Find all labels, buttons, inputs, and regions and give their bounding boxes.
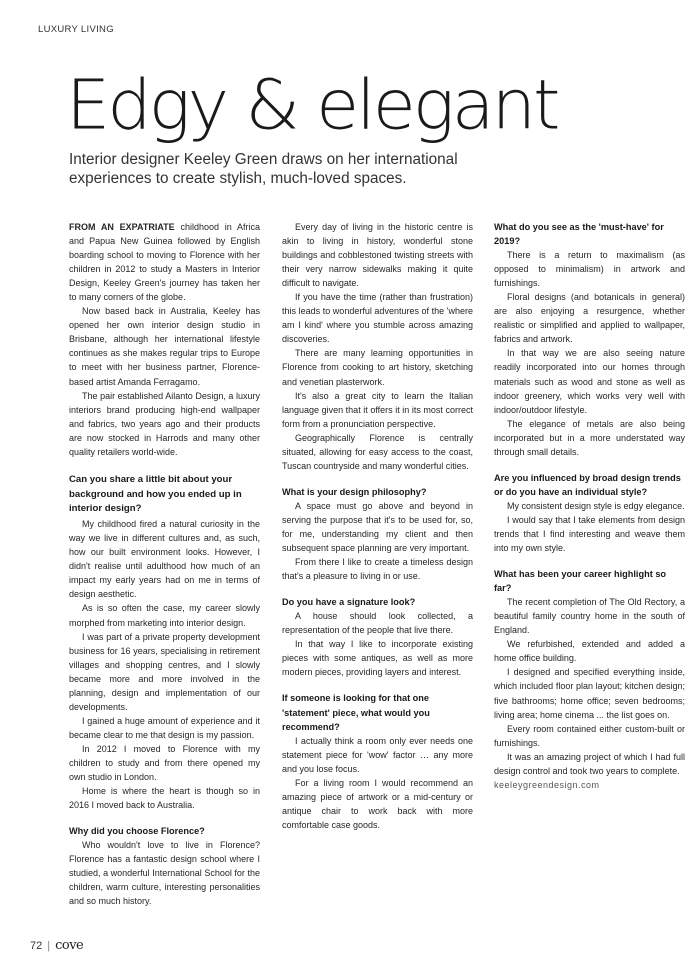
body-paragraph: I gained a huge amount of experience and it became clear to me that design is my passion.: [69, 715, 260, 740]
lead-in: FROM AN EXPATRIATE: [69, 222, 175, 232]
body-paragraph: In that way I like to incorporate existing pieces with some antiques, as well as more modern pieces, providing layers and interest.: [282, 639, 473, 678]
interview-question: If someone is looking for that one 'statement' piece, what would you recommend?: [282, 693, 430, 732]
interview-question: What is your design philosophy?: [282, 486, 427, 497]
body-paragraph: Every room contained either custom-built or furnishings.: [494, 723, 685, 748]
body-paragraph: It's also a great city to learn the Italian language given that it offers it in its most correct form from a pronunciation perspective.: [282, 390, 473, 429]
interview-question: Do you have a signature look?: [282, 597, 416, 608]
article-standfirst: Interior designer Keeley Green draws on her international experiences to create stylish, much-loved spaces.: [69, 151, 458, 187]
body-paragraph: Geographically Florence is centrally situated, allowing for easy access to the coast, Tuscan countryside and many wonderful cities.: [282, 432, 473, 471]
body-paragraph: As is so often the case, my career slowly morphed from marketing into interior design.: [69, 603, 260, 628]
article-column-2: [282, 220, 473, 832]
body-paragraph: In 2012 I moved to Florence with my children to study and from there opened my own studio in London.: [69, 743, 260, 783]
body-paragraph: My childhood fired a natural curiosity in the way we live in different cultures and, as such, how our built environment looks. However, I didn't realise until adulthood how much of an impact my early years had on me in terms of design aesthetic.: [69, 519, 260, 600]
interview-question: Why did you choose Florence?: [69, 826, 205, 837]
body-paragraph: I designed and specified everything inside, which included floor plan layout; kitchen design; five bathrooms; home office; seven bedrooms; living area; home cinema ... the list goes on.: [494, 667, 685, 720]
body-paragraph: It was an amazing project of which I had full design control and took two years to complete.: [494, 751, 685, 776]
article-column-3: [494, 220, 685, 792]
interview-question: Can you share a little bit about your background and how you ended up in interior design?: [69, 473, 242, 515]
body-paragraph: My consistent design style is edgy elegance.: [507, 500, 685, 511]
body-paragraph: Now based back in Australia, Keeley has opened her own interior design studio in Brisbane, although her international lifestyle continues as she makes regular trips to Europe to meet with her business partner, Florence-based artist Amanda Ferragamo.: [69, 306, 260, 387]
body-paragraph: I would say that I take elements from design trends that I find interesting and weave them into my own style.: [494, 514, 685, 554]
interview-question: What do you see as the 'must-have' for 2019?: [494, 222, 664, 247]
footer-separator: |: [47, 940, 51, 952]
body-paragraph: There is a return to maximalism (as opposed to minimalism) in artwork and furnishings.: [494, 250, 685, 289]
body-paragraph: The pair established Ailanto Design, a luxury interiors brand producing high-end wallpaper and fabrics, two years ago and their products are now stocked in Harrods and many other quality retailers world-wide.: [69, 390, 260, 457]
body-paragraph: The recent completion of The Old Rectory, a beautiful family country home in the south of England.: [494, 597, 685, 636]
article-title: Edgy & elegant: [66, 64, 558, 146]
body-paragraph: A house should look collected, a representation of the people that live there.: [282, 611, 473, 636]
body-paragraph: There are many learning opportunities in Florence from cooking to art history, sketching and venetian plasterwork.: [282, 348, 473, 387]
magazine-brand: cove: [55, 938, 84, 953]
website-link[interactable]: keeleygreendesign.com: [494, 779, 600, 790]
body-paragraph: Every day of living in the historic centre is akin to living in history, wonderful stone buildings and cobblestoned twisting streets with their very narrow sidewalks making it quite difficult to navigate.: [282, 222, 473, 289]
body-paragraph: I was part of a private property development business for 16 years, specialising in retirement villages and shopping centres, and I slowly became more and more involved in the planning, design and implementation of our developments.: [69, 631, 260, 712]
body-paragraph: Floral designs (and botanicals in general) are also enjoying a resurgence, whether realistic or simplified and applied to wallpaper, fabrics and artwork.: [494, 292, 685, 345]
body-paragraph: We refurbished, extended and added a home office building.: [494, 639, 685, 664]
body-paragraph: I actually think a room only ever needs one statement piece for 'wow' factor … any more and you lose focus.: [282, 735, 473, 774]
body-paragraph: The elegance of metals are also being incorporated but in a more understated way through small details.: [494, 418, 685, 457]
body-paragraph: Home is where the heart is though so in 2016 I moved back to Australia.: [69, 786, 260, 811]
interview-question: Are you influenced by broad design trends or do you have an individual style?: [494, 472, 681, 497]
body-paragraph: [69, 220, 260, 304]
body-text: childhood in Africa and Papua New Guinea followed by English boarding school to moving to Florence with her children in 2012 to study a Masters in Interior Design, Keeley Green's journey has taken her to many corners of the globe.: [69, 222, 260, 303]
body-paragraph: Who wouldn't love to live in Florence? Florence has a fantastic design school where I studied, a wonderful International School for the children, warm culture, interesting personalities and so much history.: [69, 840, 260, 907]
body-paragraph: If you have the time (rather than frustration) this leads to wonderful adventures of the 'where am I kind' where you stumble across amazing discoveries.: [282, 292, 473, 345]
article-column-1: [69, 220, 260, 908]
body-paragraph: For a living room I would recommend an amazing piece of artwork or a mid-century or antique chair to work back with more comfortable case goods.: [282, 777, 473, 830]
page-number: 72: [30, 940, 43, 952]
page-footer: [30, 938, 83, 953]
body-paragraph: From there I like to create a timeless design that's a pleasure to living in or use.: [282, 557, 473, 582]
interview-question: What has been your career highlight so far?: [494, 569, 667, 594]
body-paragraph: In that way we are also seeing nature readily incorporated into our homes through materials such as wood and stone as well as indoor greenery, which works very well with indoor/outdoor lifestyle.: [494, 348, 685, 415]
body-paragraph: A space must go above and beyond in serving the purpose that it's to be used for, so, for me, understanding my client and then subsequent space planning are very important.: [282, 500, 473, 554]
section-label: LUXURY LIVING: [38, 24, 114, 35]
